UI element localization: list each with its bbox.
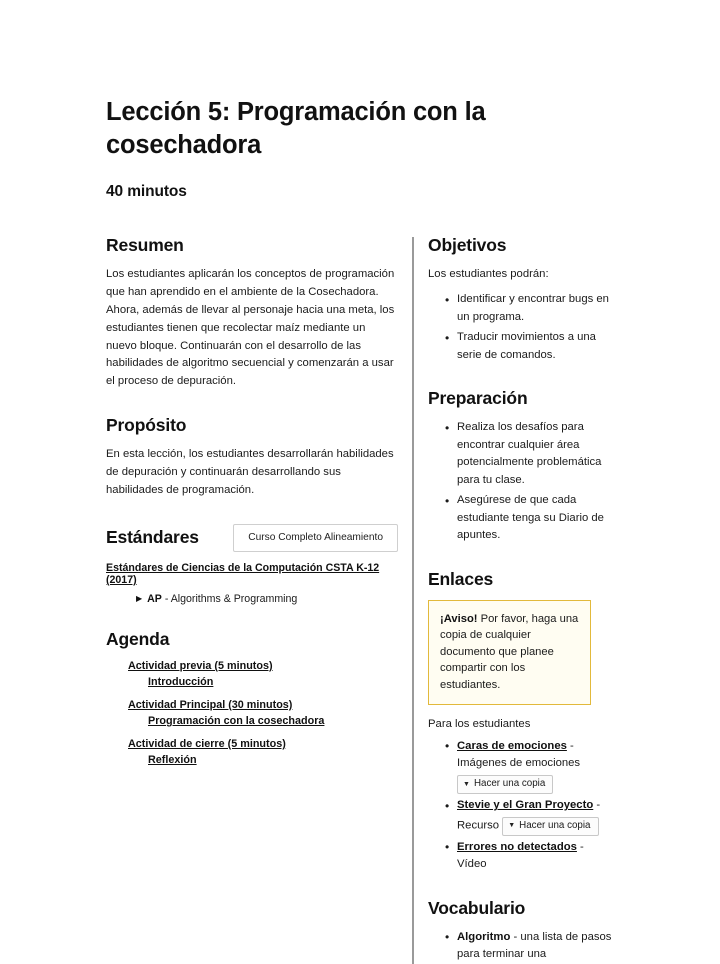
links-lead-label: Para los estudiantes [428,717,531,730]
preparacion-heading: Preparación [428,388,528,409]
agenda-group [128,699,398,727]
caret-down-icon: ▼ [463,780,470,788]
vocabulario-list [428,929,620,964]
section-vocabulario [428,898,620,964]
resource-separator: - [566,739,574,752]
aviso-label: ¡Aviso! [440,612,478,625]
aviso-body: Por favor, haga una copia de cualquier documento que planee compartir con los estudiantes. [440,612,579,691]
agenda-main-link[interactable]: Actividad previa (5 minutos) [128,659,273,672]
list-item [445,839,620,874]
resumen-text: Los estudiantes aplicarán los conceptos de programación que han aprendido en el ambiente de la Cosechadora. Ahora, además de llevar al personaje hacia una meta, los estudiantes tienen que recolectar maíz mediante un nuevo bloque. Continuarán con el desarrollo de las habilidades de algoritmo secuencial y comenzarán a usar el proceso de depuración. [106,268,395,388]
page-title: Lección 5: Programación con la cosechadora [106,98,486,159]
resource-desc: Vídeo [457,858,487,871]
section-estandares [106,524,398,605]
agenda-sub-link[interactable]: Reflexión [148,753,197,766]
right-column [414,235,620,964]
estandares-header-row [106,524,398,552]
lesson-duration: 40 minutos [106,183,187,201]
hacer-una-copia-label: Hacer una copia [473,777,546,789]
resource-link[interactable]: Caras de emociones [457,739,567,752]
section-enlaces [428,569,620,874]
proposito-text: En esta lección, los estudiantes desarrollarán habilidades de depuración y continuarán desarrollando sus habilidades de programación. [106,448,394,496]
agenda-sub-link[interactable]: Introducción [148,675,214,688]
agenda-main-link[interactable]: Actividad de cierre (5 minutos) [128,737,286,750]
agenda-group [128,660,398,688]
section-resumen [106,235,398,391]
resource-link[interactable]: Errores no detectados [457,840,577,853]
proposito-heading: Propósito [106,415,187,436]
list-item: • Asegúrese de que cada estudiante tenga su Diario de apuntes. [445,492,620,545]
content-columns [106,235,620,964]
vocabulario-heading: Vocabulario [428,897,526,918]
triangle-right-icon: ▶ [136,593,143,603]
curso-completo-alineamiento-button[interactable]: Curso Completo Alineamiento [233,524,398,552]
objetivos-list [428,291,620,364]
standard-row-ap[interactable] [136,593,398,605]
resumen-heading: Resumen [106,235,184,256]
aviso-callout-text [440,611,579,693]
left-column [106,235,412,766]
objetivos-lead: Los estudiantes podrán: [428,268,549,281]
hacer-una-copia-button[interactable] [457,775,553,794]
section-preparacion [428,388,620,545]
resource-separator: - [576,840,584,853]
vocab-definition: - una lista de pasos para terminar una [457,930,612,961]
preparacion-list [428,419,620,545]
section-agenda [106,629,398,766]
agenda-heading: Agenda [106,628,170,649]
vocab-term: Algoritmo [457,930,511,943]
enlaces-heading: Enlaces [428,568,494,589]
resource-link[interactable]: Stevie y el Gran Proyecto [457,799,594,812]
agenda-sub-link[interactable]: Programación con la cosechadora [148,714,325,727]
resource-desc: Recurso [457,819,500,832]
section-objetivos [428,235,620,364]
agenda-group [128,738,398,766]
list-item [445,797,620,836]
agenda-main-link[interactable]: Actividad Principal (30 minutos) [128,698,293,711]
estandares-heading: Estándares [106,527,199,548]
caret-down-icon: ▼ [508,822,516,830]
list-item: • Traducir movimientos a una serie de comandos. [445,329,620,364]
list-item: • Realiza los desafíos para encontrar cualquier área potencialmente problemática para tu clase. [445,419,620,489]
student-links-list [428,738,620,874]
standard-code-ap: AP - Algorithms & Programming [147,592,298,605]
list-item [445,929,620,964]
section-proposito [106,415,398,500]
objetivos-heading: Objetivos [428,235,507,256]
hacer-una-copia-button[interactable] [502,817,598,836]
resource-separator: - [593,799,601,812]
list-item: • Identificar y encontrar bugs en un programa. [445,291,620,326]
resource-desc: Imágenes de emociones [457,757,581,770]
standards-framework-label: Estándares de Ciencias de la Computación CSTA K-12 (2017) [106,561,380,586]
hacer-una-copia-label: Hacer una copia [519,819,591,831]
list-item [445,738,620,794]
aviso-callout [428,600,591,705]
